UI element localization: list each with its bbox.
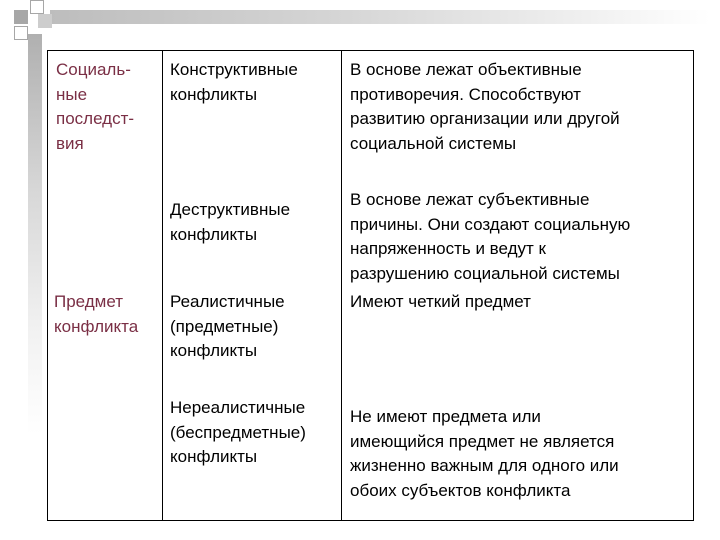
conflict-type-cell: Конструктивные конфликты — [170, 60, 298, 104]
decorative-square — [30, 0, 44, 14]
decorative-top-bar — [50, 10, 710, 24]
category-cell: Социаль- ные последст- вия — [56, 60, 135, 153]
column-divider — [341, 50, 342, 521]
decorative-side-bar — [28, 34, 42, 434]
category-cell: Предмет конфликта — [54, 292, 139, 336]
conflict-type-cell: Нереалистичные (беспредметные) конфликты — [170, 398, 306, 466]
column-divider — [162, 50, 163, 521]
decorative-square — [38, 14, 52, 28]
conflict-type-cell: Реалистичные (предметные) конфликты — [170, 292, 285, 360]
description-cell: В основе лежат объективные противоречия. Способствуют развитию организации или другой социальной системы — [350, 60, 620, 153]
description-cell: Имеют четкий предмет — [350, 292, 531, 311]
decorative-square — [14, 26, 28, 40]
description-cell: Не имеют предмета или имеющийся предмет не является жизненно важным для одного или обоих субъектов конфликта — [350, 407, 619, 500]
description-cell: В основе лежат субъективные причины. Они создают социальную напряженность и ведут к разрушению социальной системы — [350, 190, 631, 283]
conflict-type-cell: Деструктивные конфликты — [170, 200, 291, 244]
decorative-square — [14, 10, 28, 24]
